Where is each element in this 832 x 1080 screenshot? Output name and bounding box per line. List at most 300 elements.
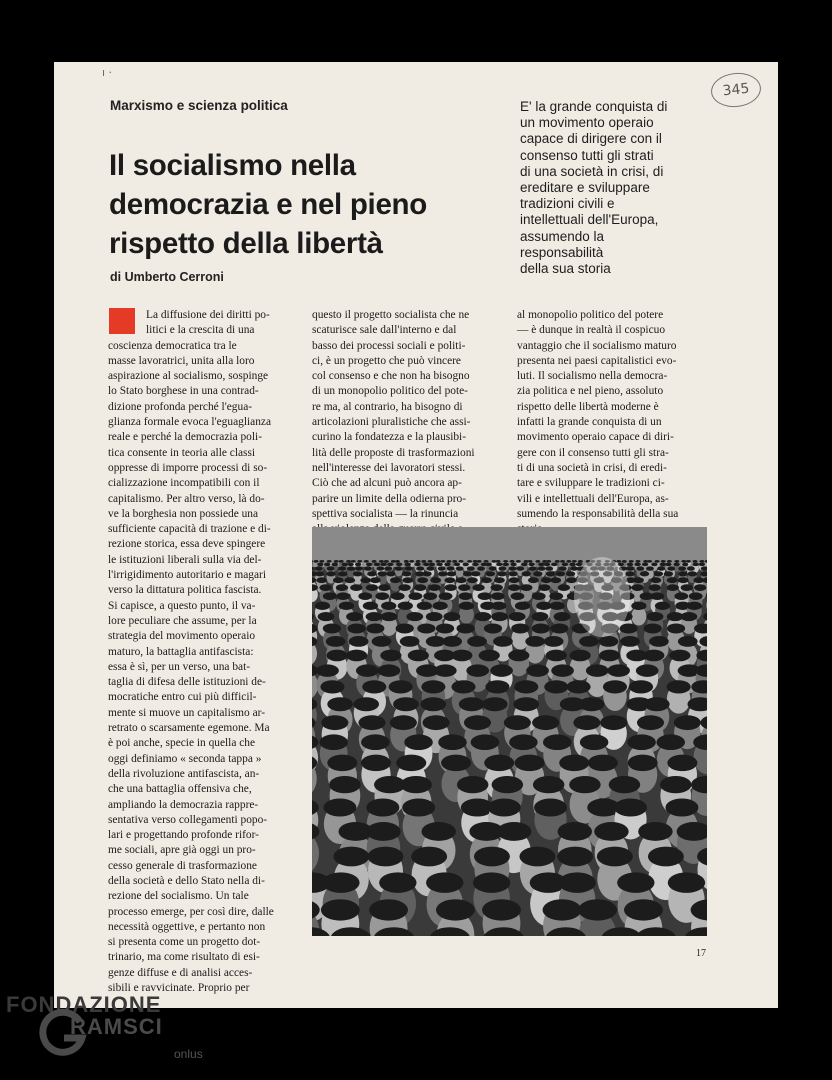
text-line: nell'interesse dei lavoratori stessi. [312,461,466,474]
crowd-hair [319,560,324,563]
crowd-hair [463,563,469,567]
crowd-hair [660,563,666,567]
crowd-hair [667,680,691,693]
crowd-hair [396,563,402,567]
crowd-hair [510,563,516,567]
crowd-hair [579,697,605,711]
crowd-hair [609,776,640,793]
crowd-hair [616,560,621,563]
crowd-hair [326,650,347,662]
crowd-hair [649,636,669,647]
crowd-hair [327,755,357,771]
crowd-hair [447,560,452,563]
crowd-hair [494,577,505,583]
text-line: luti. Il socialismo nella democra- [517,370,668,383]
crowd-hair [654,571,663,576]
text-line: ampliando la democrazia rappre- [108,798,259,811]
crowd-hair [570,650,591,662]
text-line: necessità oggettive, e pertanto non [108,920,266,933]
crowd-hair [681,612,698,621]
crowd-hair [509,577,520,583]
crowd-hair [421,560,426,563]
text-line: parire un limite della odierna pro- [312,492,467,505]
text-line: verso la dittatura politica fascista. [108,584,262,597]
crowd-hair [378,664,401,676]
crowd-hair [467,566,475,570]
text-line: lità delle proposte di trasformazioni [312,446,475,459]
crowd-hair [466,664,489,676]
crowd-hair [543,734,572,750]
crowd-hair [521,563,527,567]
crowd-hair [508,571,517,576]
page-number: 17 [696,948,706,959]
crowd-hair [559,566,567,570]
crowd-hair [375,592,389,600]
crowd-hair [416,560,421,563]
crowd-hair [366,612,383,621]
crowd-hair [339,560,344,563]
crowd-hair [367,571,376,576]
crowd-hair [508,584,520,591]
text-line: essa è sì, per un verso, una bat- [108,660,251,673]
crowd-hair [346,612,363,621]
crowd-hair [687,602,702,610]
crowd-hair [472,584,484,591]
crowd-hair [478,592,492,600]
text-line: capitalismo. Per altro verso, là do- [108,492,265,505]
crowd-hair [428,584,440,591]
crowd-hair [467,636,487,647]
crowd-hair [491,584,503,591]
crowd-hair [451,650,472,662]
crowd-hair [509,566,517,570]
crowd-hair [511,623,529,633]
crowd-hair [496,560,501,563]
crowd-hair [681,560,686,563]
crowd-hair [336,592,350,600]
text-line: sufficiente capacità di trazione e di- [108,523,271,536]
crowd-hair [459,592,473,600]
text-line: zia politica e nel pieno, assoluto [517,385,664,398]
crowd-hair [458,584,470,591]
crowd-hair [464,715,491,730]
crowd-hair [558,872,595,893]
crowd-hair [629,680,653,693]
crowd-hair [550,623,568,633]
crowd-hair [398,602,413,610]
text-line: infatti la grande conquista di un [517,416,662,429]
crowd-hair [560,560,565,563]
crowd-hair [447,566,455,570]
crowd-hair [414,584,426,591]
crowd-hair [546,571,555,576]
crowd-hair [650,592,664,600]
text-line: tradizioni civili e [520,196,615,212]
crowd-hair [532,612,549,621]
crowd-hair [693,560,698,563]
crowd-hair [490,664,513,676]
magazine-page [54,62,778,1008]
crowd-hair [433,602,448,610]
crowd-hair [673,563,679,567]
crowd-hair [477,566,485,570]
crowd-hair [364,566,372,570]
crowd-hair [525,636,545,647]
crowd-hair [545,566,553,570]
text-line: cializzazione incompatibili con il [108,477,260,490]
crowd-hair [451,680,475,693]
crowd-hair [364,560,369,563]
crowd-hair [566,560,571,563]
crowd-hair [434,664,457,676]
text-line: vantaggio che il socialismo maturo [517,339,677,352]
crowd-hair [674,592,688,600]
crowd-hair [646,566,654,570]
crowd-hair [459,560,464,563]
text-line: processo emerge, per così dire, dalle [108,905,274,918]
crowd-hair [532,623,550,633]
crowd-hair [520,584,532,591]
crowd-hair [549,602,564,610]
text-line: tare e sviluppare le tradizioni ci- [517,477,665,490]
crowd-hair [693,577,704,583]
text-line: col consenso e che non ha bisogno [312,370,470,383]
text-line: consenso tutti gli strati [520,147,654,163]
crowd-hair [514,680,538,693]
text-line: La diffusione dei diritti po- [146,309,270,321]
crowd-hair [528,560,533,563]
crowd-hair [559,755,589,771]
text-line: un movimento operaio [520,115,654,131]
crowd-hair [402,577,413,583]
crowd-hair [405,566,413,570]
text-line: E' la grande conquista di [520,99,668,114]
text-line: ti di una società in crisi, di eredi- [517,461,667,474]
crowd-hair [633,577,644,583]
crowd-hair [346,560,351,563]
crowd-hair [699,563,705,567]
crowd-hair [369,899,408,920]
crowd-hair [463,571,472,576]
crowd-hair [534,798,567,816]
crowd-hair [411,847,447,867]
crowd-hair [586,664,609,676]
crowd-hair [624,899,663,920]
crowd-hair [580,734,609,750]
text-line: lari e progettando profonde rifor- [108,829,259,842]
text-line: mente si muove un capitalismo ar- [108,706,265,719]
crowd-hair [498,566,506,570]
crowd-hair [599,636,619,647]
crowd-hair [346,650,367,662]
text-line: coscienza democratica tra le [108,339,237,352]
crowd-hair [372,560,377,563]
crowd-hair [655,560,660,563]
crowd-hair [427,566,435,570]
crowd-hair [421,697,447,711]
crowd-hair [693,563,699,567]
crowd-hair [687,566,695,570]
text-line: Ciò che ad alcuni può ancora ap- [312,477,462,490]
crowd-hair [550,577,561,583]
text-line: glianza formale evoca l'eguaglianza [108,416,272,429]
crowd-hair [493,636,513,647]
crowd-hair [319,734,348,750]
crowd-hair [551,664,574,676]
text-line: litici e la crescita di una [146,324,255,337]
crowd-hair [488,798,521,816]
crowd-hair [436,899,475,920]
crowd-hair [689,592,703,600]
crowd-hair [651,577,662,583]
crowd-hair [631,602,646,610]
crowd-hair [315,571,324,576]
crowd-hair [349,636,369,647]
crowd-hair [485,563,491,567]
crowd-hair [667,577,678,583]
crowd-hair [471,734,500,750]
crowd-hair [546,650,567,662]
crowd-hair [366,584,378,591]
text-line: le istituzioni liberali sulla via del- [108,553,262,566]
text-line: basso dei processi sociali e politi- [312,339,466,352]
crowd-hair [603,680,627,693]
crowd-hair [515,602,530,610]
crowd-hair [526,664,549,676]
crowd-hair [538,566,546,570]
crowd-hair [607,664,630,676]
text-line: mocratiche entro cui più difficil- [108,691,257,704]
crowd-hair [342,563,348,567]
crowd-hair [544,563,550,567]
crowd-hair [323,623,341,633]
crowd-hair [395,566,403,570]
crowd-hair [628,755,658,771]
crowd-hair [408,650,429,662]
crowd-hair [315,566,323,570]
crowd-hair [316,577,327,583]
crowd-hair [417,623,435,633]
crowd-hair [473,872,510,893]
section-label: Marxismo e scienza politica [110,98,288,113]
crowd-hair [515,755,545,771]
crowd-hair [667,623,685,633]
text-line: scaturisce sale dall'interno e dal [312,324,457,337]
archive-watermark-logo [6,992,211,1070]
crowd-hair [454,563,460,567]
crowd-hair [443,612,460,621]
text-line: rezione storica, essa deve spingere [108,538,266,551]
crowd-hair [546,560,551,563]
text-line: trinario, ma come risultato di esi- [108,951,260,964]
crowd-hair [634,563,640,567]
crowd-hair [491,592,505,600]
crowd-hair [522,571,531,576]
crowd-hair [600,715,627,730]
crowd-hair [377,571,386,576]
crowd-hair [377,566,385,570]
crowd-hair [558,584,570,591]
crowd-hair [416,566,424,570]
crowd-hair [444,563,450,567]
text-line: capace di dirigere con il [520,131,662,147]
crowd-hair [428,560,433,563]
crowd-hair [414,563,420,567]
crowd-hair [533,571,542,576]
crowd-hair [549,592,563,600]
logo-fondazione-text: FONDAZIONE [6,992,162,1017]
crowd-hair [637,715,664,730]
crowd-hair [447,571,456,576]
text-line: l'irrigidimento autoritario e magari [108,569,266,582]
crowd-hair [626,566,634,570]
crowd-hair [509,734,538,750]
crowd-hair [648,847,684,867]
crowd-hair [492,776,523,793]
crowd-hair [674,715,701,730]
crowd-hair [395,560,400,563]
crowd-hair [647,560,652,563]
text-line: sumendo la responsabilità della sua [517,507,679,520]
crowd-hair [381,612,398,621]
text-line: della sua storia [520,261,611,277]
text-line: rispetto delle libertà moderne è [517,400,659,413]
crowd-hair [657,566,665,570]
crowd-hair [491,602,506,610]
crowd-hair [426,612,443,621]
text-line: della società e dello Stato nella di- [108,874,265,887]
crowd-hair [625,571,634,576]
crowd-hair [439,592,453,600]
crowd-hair [511,592,525,600]
text-line: vili e intellettuali dell'Europa, as- [517,492,669,505]
crowd-hair [554,612,571,621]
crowd-hair [429,563,435,567]
text-line: strategia del movimento operaio [108,630,256,643]
text-line: della rivoluzione antifascista, an- [108,767,260,780]
crowd-hair [436,623,454,633]
text-line: re ma, al contrario, ha bisogno di [312,400,463,413]
crowd-hair [649,584,661,591]
article-column-2 [312,308,504,537]
crowd-hair [379,560,384,563]
crowd-hair [351,560,356,563]
crowd-hair [694,584,706,591]
text-line: aspirazione al socialismo, sospinge [108,370,269,383]
crowd-hair [320,680,344,693]
crowd-hair [334,560,339,563]
crowd-hair [667,560,672,563]
crowd-hair [355,566,363,570]
crowd-hair [479,650,500,662]
crowd-hair [459,602,474,610]
text-line: movimento operaio capace di diri- [517,431,674,444]
crowd-hair [390,715,417,730]
crowd-hair [543,899,582,920]
crowd-hair [390,577,401,583]
crowd-hair [688,571,697,576]
crowd-hair [409,592,423,600]
crowd-hair [417,602,432,610]
crowd-hair [356,664,379,676]
archive-pencil-number: 345 [709,70,762,109]
crowd-hair [497,822,531,841]
crowd-hair [599,650,620,662]
crowd-hair [667,755,697,771]
crowd-hair [442,636,462,647]
crowd-hair [532,592,546,600]
text-line: sentativa verso collegamenti popo- [108,813,268,826]
crowd-hair [622,560,627,563]
crowd-hair [489,566,497,570]
crowd-hair [627,563,633,567]
crowd-hair [674,560,679,563]
crowd-hair [573,715,600,730]
crowd-hair [558,822,592,841]
crowd-hair [660,776,691,793]
headline-line: democrazia e nel pieno [109,188,428,221]
crowd-hair [510,560,515,563]
crowd-hair [536,602,551,610]
crowd-hair [374,563,380,567]
crowd-hair [491,612,508,621]
crowd-hair [667,584,679,591]
crowd-hair [423,715,450,730]
crowd-hair [366,798,399,816]
crowd-hair [316,664,339,676]
crowd-hair [519,847,555,867]
text-line: ci, è un progetto che può vincere [312,354,461,367]
crowd-hair [402,798,435,816]
crowd-hair [456,577,467,583]
crowd-hair [324,563,330,567]
text-line: — è dunque in realtà il cospicuo [517,324,666,337]
crowd-hair [569,776,600,793]
crowd-hair [617,872,654,893]
crowd-hair [588,755,618,771]
crowd-hair [368,847,404,867]
text-line: questo il progetto socialista che ne [312,309,470,321]
crowd-hair [319,584,331,591]
crowd-hair [486,571,495,576]
crowd-hair [629,560,634,563]
crowd-hair [339,602,354,610]
crowd-hair [566,577,577,583]
crowd-hair [327,566,335,570]
crowd-hair [389,680,413,693]
text-line: cesso generale di trasformazione [108,859,257,872]
crowd-hair [333,577,344,583]
crowd-hair [347,623,365,633]
crowd-hair [538,563,544,567]
crowd-hair [381,602,396,610]
crowd-hair [380,650,401,662]
crowd-hair [336,584,348,591]
crowd-hair [361,755,391,771]
article-headline [109,146,529,263]
crowd-hair [360,577,371,583]
crowd-hair [457,776,488,793]
crowd-hair [544,636,564,647]
text-line: ve la borghesia non possiede una [108,507,259,520]
crowd-hair [503,563,509,567]
crowd-hair [440,560,445,563]
crowd-hair [513,697,539,711]
crowd-hair [667,566,675,570]
crowd-hair [366,822,400,841]
crowd-hair [400,636,420,647]
crowd-hair [405,563,411,567]
